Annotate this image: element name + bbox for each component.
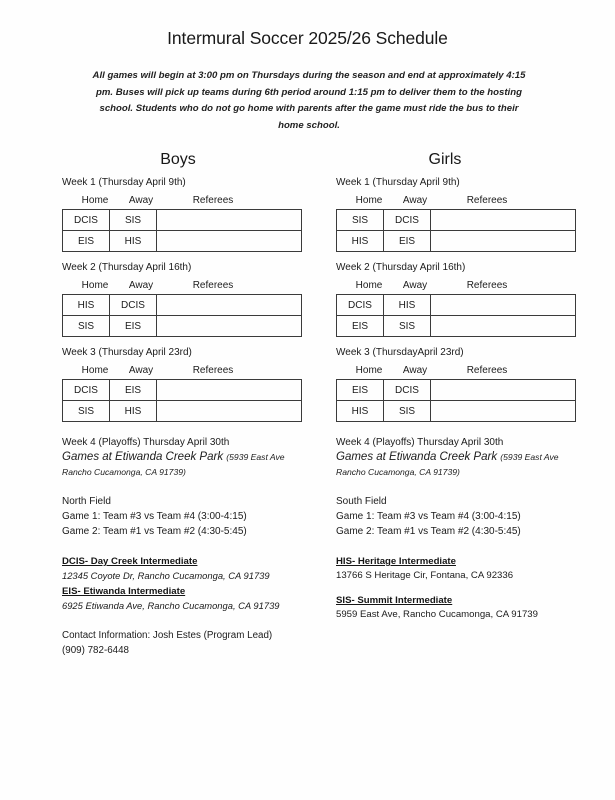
cell-referees[interactable]	[157, 210, 302, 231]
table-row	[63, 231, 302, 252]
contact-name-line: Contact Information: Josh Estes (Program Lead)	[62, 630, 273, 641]
column-header-home: Home	[81, 365, 109, 376]
girls-schedule-table	[336, 294, 576, 337]
cell-referees[interactable]	[157, 316, 302, 337]
table-row	[63, 380, 302, 401]
girls-schedule-table	[336, 379, 576, 422]
school-address-sis: 5959 East Ave, Rancho Cucamonga, CA 91739	[336, 609, 538, 620]
cell-away: HIS	[110, 231, 157, 252]
table-row	[337, 231, 576, 252]
cell-away: SIS	[110, 210, 157, 231]
table-column-headers	[336, 195, 582, 207]
girls-schedule-table	[336, 209, 576, 252]
boys-week-block	[62, 176, 308, 252]
table-row	[337, 316, 576, 337]
boys-week-block	[62, 346, 308, 422]
cell-referees[interactable]	[431, 401, 576, 422]
school-address-dcis: 12345 Coyote Dr, Rancho Cucamonga, CA 91739	[62, 570, 270, 581]
cell-home: HIS	[337, 401, 384, 422]
cell-home: DCIS	[63, 380, 110, 401]
table-row	[63, 295, 302, 316]
cell-referees[interactable]	[431, 210, 576, 231]
cell-home: HIS	[337, 231, 384, 252]
cell-away: EIS	[110, 316, 157, 337]
column-header-referees: Referees	[466, 280, 508, 291]
cell-referees[interactable]	[157, 380, 302, 401]
cell-home: EIS	[63, 231, 110, 252]
school-name-sis: SIS- Summit Intermediate	[336, 595, 453, 606]
contact-phone-line: (909) 782-6448	[62, 645, 129, 656]
girls-playoff-venue	[336, 450, 582, 480]
column-header-away: Away	[128, 365, 154, 376]
table-column-headers	[62, 365, 308, 377]
boys-venue-address: (5939 East Ave Rancho Cucamonga, CA 91739)	[62, 452, 285, 477]
column-header-home: Home	[355, 195, 383, 206]
column-header-referees: Referees	[192, 280, 234, 291]
cell-referees[interactable]	[157, 295, 302, 316]
boys-playoffs	[62, 436, 308, 539]
girls-column	[336, 150, 582, 622]
cell-referees[interactable]	[431, 316, 576, 337]
page-title: Intermural Soccer 2025/26 Schedule	[167, 28, 448, 48]
column-header-home: Home	[355, 280, 383, 291]
girls-heading: Girls	[428, 151, 462, 168]
table-row	[337, 210, 576, 231]
girls-playoff-title: Week 4 (Playoffs) Thursday April 30th	[336, 437, 504, 448]
girls-venue-name: Games at Etiwanda Creek Park	[336, 451, 498, 463]
table-row	[337, 380, 576, 401]
girls-game-1: Game 1: Team #3 vs Team #4 (3:00-4:15)	[336, 511, 521, 522]
table-row	[337, 401, 576, 422]
cell-home: SIS	[63, 316, 110, 337]
cell-home: HIS	[63, 295, 110, 316]
cell-referees[interactable]	[157, 231, 302, 252]
girls-week-block	[336, 176, 582, 252]
school-address-eis: 6925 Etiwanda Ave, Rancho Cucamonga, CA 91739	[62, 600, 280, 611]
column-header-home: Home	[355, 365, 383, 376]
boys-heading: Boys	[160, 151, 196, 168]
cell-referees[interactable]	[431, 295, 576, 316]
cell-home: DCIS	[337, 295, 384, 316]
column-header-referees: Referees	[192, 365, 234, 376]
school-name-his: HIS- Heritage Intermediate	[336, 556, 456, 567]
cell-away: DCIS	[384, 380, 431, 401]
girls-school-key	[336, 555, 582, 622]
boys-weeks-container	[62, 176, 308, 422]
boys-playoff-venue	[62, 450, 308, 480]
cell-away: DCIS	[384, 210, 431, 231]
cell-away: HIS	[110, 401, 157, 422]
girls-week-block	[336, 261, 582, 337]
boys-game-2: Game 2: Team #1 vs Team #2 (4:30-5:45)	[62, 526, 247, 537]
boys-schedule-table	[62, 294, 302, 337]
boys-week-block	[62, 261, 308, 337]
table-row	[63, 401, 302, 422]
boys-week-label: Week 3 (Thursday April 23rd)	[62, 347, 192, 358]
column-header-referees: Referees	[192, 195, 234, 206]
cell-home: EIS	[337, 316, 384, 337]
cell-home: EIS	[337, 380, 384, 401]
girls-week-label: Week 3 (ThursdayApril 23rd)	[336, 347, 464, 358]
contact-info	[62, 628, 308, 658]
cell-away: HIS	[384, 295, 431, 316]
girls-weeks-container	[336, 176, 582, 422]
school-name-eis: EIS- Etiwanda Intermediate	[62, 586, 186, 597]
column-header-away: Away	[402, 195, 428, 206]
school-key-spacer	[336, 583, 582, 594]
girls-game-2: Game 2: Team #1 vs Team #2 (4:30-5:45)	[336, 526, 521, 537]
cell-away: EIS	[110, 380, 157, 401]
cell-referees[interactable]	[431, 231, 576, 252]
column-header-away: Away	[128, 280, 154, 291]
cell-away: SIS	[384, 316, 431, 337]
boys-field-name: North Field	[62, 496, 111, 507]
column-header-home: Home	[81, 195, 109, 206]
intro-paragraph: All games will begin at 3:00 pm on Thursdays during the season and end at approximately 4:15 pm. Buses will pick up teams during 6th period around 1:15 pm to deliver them to the hosting school. Students who do not go home with parents after the game must ride the bus to their home school.	[92, 70, 526, 131]
cell-referees[interactable]	[157, 401, 302, 422]
column-header-away: Away	[128, 195, 154, 206]
cell-home: DCIS	[63, 210, 110, 231]
girls-week-block	[336, 346, 582, 422]
column-header-away: Away	[402, 365, 428, 376]
girls-playoffs	[336, 436, 582, 539]
cell-away: EIS	[384, 231, 431, 252]
cell-away: SIS	[384, 401, 431, 422]
cell-home: SIS	[337, 210, 384, 231]
table-column-headers	[62, 195, 308, 207]
column-header-referees: Referees	[466, 195, 508, 206]
table-row	[63, 316, 302, 337]
table-column-headers	[62, 280, 308, 292]
girls-week-label: Week 1 (Thursday April 9th)	[336, 177, 460, 188]
school-name-dcis: DCIS- Day Creek Intermediate	[62, 556, 198, 567]
boys-school-key	[62, 555, 308, 658]
school-address-his: 13766 S Heritage Cir, Fontana, CA 92336	[336, 570, 514, 581]
boys-schedule-table	[62, 209, 302, 252]
cell-away: DCIS	[110, 295, 157, 316]
table-row	[337, 295, 576, 316]
boys-schedule-table	[62, 379, 302, 422]
column-header-home: Home	[81, 280, 109, 291]
table-column-headers	[336, 365, 582, 377]
boys-week-label: Week 1 (Thursday April 9th)	[62, 177, 186, 188]
column-header-away: Away	[402, 280, 428, 291]
cell-referees[interactable]	[431, 380, 576, 401]
girls-week-label: Week 2 (Thursday April 16th)	[336, 262, 466, 273]
column-header-referees: Referees	[466, 365, 508, 376]
table-column-headers	[336, 280, 582, 292]
table-row	[63, 210, 302, 231]
boys-week-label: Week 2 (Thursday April 16th)	[62, 262, 192, 273]
boys-venue-name: Games at Etiwanda Creek Park	[62, 451, 224, 463]
boys-column	[62, 150, 308, 658]
girls-field-name: South Field	[336, 496, 387, 507]
boys-playoff-title: Week 4 (Playoffs) Thursday April 30th	[62, 437, 230, 448]
girls-venue-address: (5939 East Ave Rancho Cucamonga, CA 91739)	[336, 452, 559, 477]
boys-game-1: Game 1: Team #3 vs Team #4 (3:00-4:15)	[62, 511, 247, 522]
cell-home: SIS	[63, 401, 110, 422]
